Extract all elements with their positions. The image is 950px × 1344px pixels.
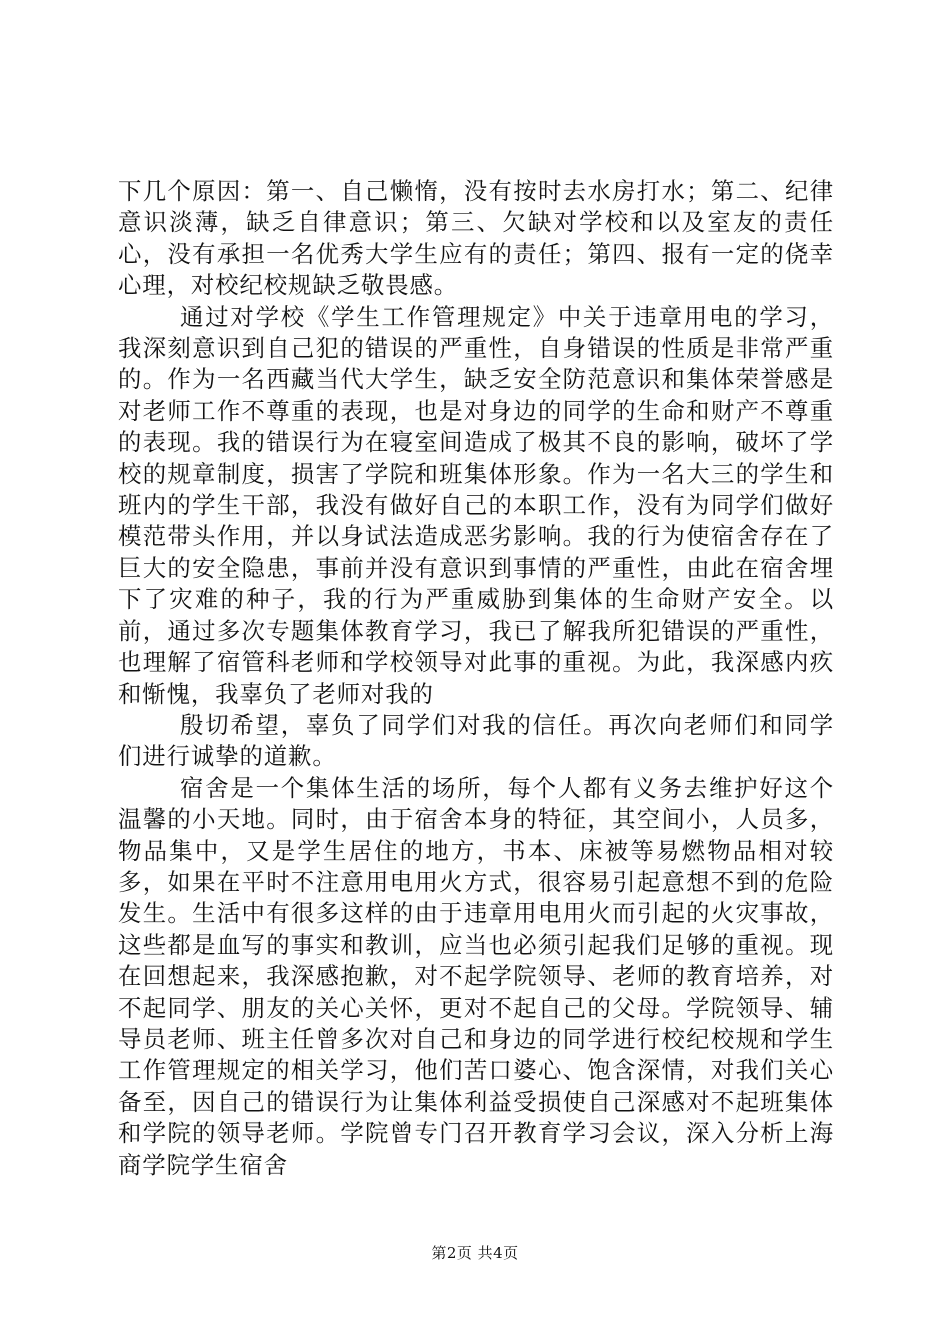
- paragraph-2: 通过对学校《学生工作管理规定》中关于违章用电的学习，我深刻意识到自己犯的错误的严重性，自身错误的性质是非常严重的。作为一名西藏当代大学生，缺乏安全防范意识和集体荣誉感是对老师工作不尊重的表现，也是对身边的同学的生命和财产不尊重的表现。我的错误行为在寝室间造成了极其不良的影响，破坏了学校的规章制度，损害了学院和班集体形象。作为一名大三的学生和班内的学生干部，我没有做好自己的本职工作，没有为同学们做好模范带头作用，并以身试法造成恶劣影响。我的行为使宿舍存在了巨大的安全隐患，事前并没有意识到事情的严重性，由此在宿舍埋下了灾难的种子，我的行为严重威胁到集体的生命财产安全。以前，通过多次专题集体教育学习，我已了解我所犯错误的严重性，也理解了宿管科老师和学校领导对此事的重视。为此，我深感内疚和惭愧，我辜负了老师对我的: [118, 302, 834, 708]
- page-number-footer: 第2页 共4页: [431, 1244, 519, 1262]
- paragraph-4: 宿舍是一个集体生活的场所，每个人都有义务去维护好这个温馨的小天地。同时，由于宿舍本身的特征，其空间小，人员多，物品集中，又是学生居住的地方，书本、床被等易燃物品相对较多，如果在平时不注意用电用火方式，很容易引起意想不到的危险发生。生活中有很多这样的由于违章用电用火而引起的火灾事故，这些都是血写的事实和教训，应当也必须引起我们足够的重视。现在回想起来，我深感抱歉，对不起学院领导、老师的教育培养，对不起同学、朋友的关心关怀，更对不起自己的父母。学院领导、辅导员老师、班主任曾多次对自己和身边的同学进行校纪校规和学生工作管理规定的相关学习，他们苦口婆心、饱含深情，对我们关心备至，因自己的错误行为让集体利益受损使自己深感对不起班集体和学院的领导老师。学院曾专门召开教育学习会议，深入分析上海商学院学生宿舍: [118, 773, 834, 1179]
- document-body: [118, 176, 834, 1181]
- paragraph-1: 下几个原因：第一、自己懒惰，没有按时去水房打水；第二、纪律意识淡薄，缺乏自律意识；第三、欠缺对学校和以及室友的责任心，没有承担一名优秀大学生应有的责任；第四、报有一定的侥幸心理，对校纪校规缺乏敬畏感。: [118, 177, 834, 300]
- paragraph-3: 殷切希望，辜负了同学们对我的信任。再次向老师们和同学们进行诚挚的道歉。: [118, 710, 834, 771]
